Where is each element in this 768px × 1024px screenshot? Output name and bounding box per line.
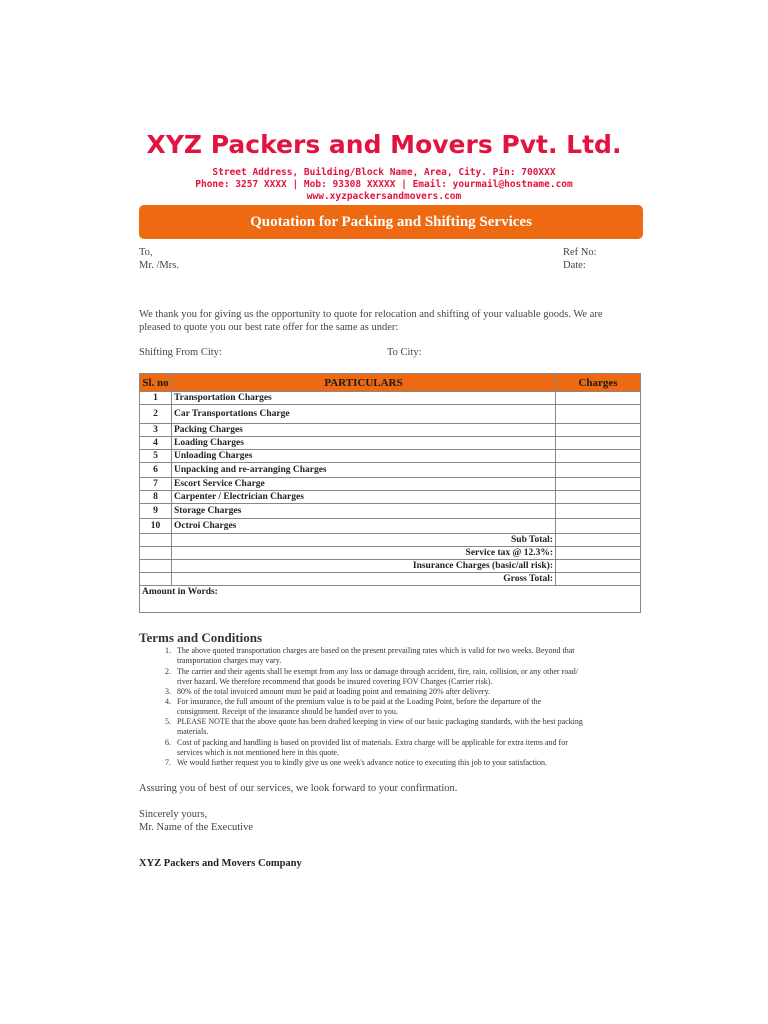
table-row [140,437,641,450]
term-number: 2. [165,667,171,676]
row-number: 2 [140,405,172,424]
table-row [140,491,641,504]
empty-cell [140,534,172,547]
date-label: Date: [563,260,586,271]
col-particulars: PARTICULARS [172,374,556,392]
table-header-row [140,374,641,392]
sub-total-label: Sub Total: [172,534,556,547]
row-item: Storage Charges [172,504,556,519]
table-row [140,463,641,478]
table-row [140,392,641,405]
term-line: transportation charges may vary. [177,656,282,665]
row-item: Car Transportations Charge [172,405,556,424]
quotation-banner: Quotation for Packing and Shifting Services [139,205,643,239]
term-line: 80% of the total invoiced amount must be paid at loading point and remaining 20% after delivery. [177,687,490,696]
term-number: 6. [165,738,171,747]
row-item: Packing Charges [172,424,556,437]
intro-line-1: We thank you for giving us the opportunity to quote for relocation and shifting of your valuable goods. We are [139,309,603,320]
row-item: Unpacking and re-arranging Charges [172,463,556,478]
row-item: Loading Charges [172,437,556,450]
insurance-label: Insurance Charges (basic/all risk): [172,560,556,573]
term-item [165,697,647,717]
sub-total-value [556,534,641,547]
amount-words-row [140,586,641,613]
row-charge [556,463,641,478]
col-charges: Charges [556,374,641,392]
term-number: 7. [165,758,171,767]
terms-title: Terms and Conditions [139,630,263,645]
term-item [165,758,647,768]
term-line: We would further request you to kindly give us one week's advance notice to executing this job to your satisfaction. [177,758,548,767]
row-item: Escort Service Charge [172,478,556,491]
term-item [165,667,647,687]
gross-total-row [140,573,641,586]
quotation-table [139,373,641,613]
term-line: The carrier and their agents shall be exempt from any loss or damage through accident, fire, rain, collision, or any other road/ [177,667,578,676]
signature-company: XYZ Packers and Movers Company [139,858,302,869]
amount-in-words-label: Amount in Words: [140,586,641,613]
row-item: Transportation Charges [172,392,556,405]
company-contact: Phone: 3257 XXXX | Mob: 93308 XXXXX | Email: yourmail@hostname.com [195,179,573,190]
empty-cell [140,573,172,586]
row-number: 5 [140,450,172,463]
row-charge [556,405,641,424]
insurance-value [556,560,641,573]
from-city-label: Shifting From City: [139,347,222,358]
table-row [140,519,641,534]
service-tax-label: Service tax @ 12.3%: [172,547,556,560]
service-tax-value [556,547,641,560]
term-number: 4. [165,697,171,706]
to-city-label: To City: [387,347,422,358]
table-row [140,450,641,463]
row-number: 4 [140,437,172,450]
table-row [140,478,641,491]
to-label: To, [139,247,153,258]
term-line: services which is not mentioned here in this quote. [177,748,339,757]
insurance-row [140,560,641,573]
row-charge [556,392,641,405]
row-charge [556,504,641,519]
term-item [165,738,647,758]
term-line: consignment. Receipt of the insurance should be handed over to you. [177,707,398,716]
term-item [165,687,647,697]
table-row [140,504,641,519]
gross-total-value [556,573,641,586]
row-number: 8 [140,491,172,504]
row-charge [556,478,641,491]
row-number: 7 [140,478,172,491]
sincerely-text: Sincerely yours, [139,809,208,820]
row-charge [556,519,641,534]
term-item [165,717,647,737]
term-line: PLEASE NOTE that the above quote has been drafted keeping in view of our basic packaging standards, with the best packing [177,717,583,726]
row-charge [556,424,641,437]
row-item: Unloading Charges [172,450,556,463]
term-item [165,646,647,666]
term-line: The above quoted transportation charges are based on the present prevailing rates which is valid for two weeks. Beyond that [177,646,575,655]
row-item: Octroi Charges [172,519,556,534]
empty-cell [140,547,172,560]
row-number: 9 [140,504,172,519]
recipient-label: Mr. /Mrs. [139,260,179,271]
empty-cell [140,560,172,573]
term-line: river hazard. We therefore recommend that goods be insured covering FOV Charges (Carrier risk). [177,677,493,686]
term-line: For insurance, the full amount of the premium value is to be paid at the Loading Point, before the departure of the [177,697,542,706]
executive-name: Mr. Name of the Executive [139,822,254,833]
company-website: www.xyzpackersandmovers.com [306,191,462,202]
col-sl-no: Sl. no [140,374,172,392]
intro-line-2: pleased to quote you our best rate offer for the same as under: [139,322,399,333]
row-number: 6 [140,463,172,478]
ref-no-label: Ref No: [563,247,597,258]
table-row [140,424,641,437]
row-item: Carpenter / Electrician Charges [172,491,556,504]
term-line: materials. [177,727,209,736]
row-charge [556,450,641,463]
term-line: Cost of packing and handling is based on provided list of materials. Extra charge will be applicable for extra items and for [177,738,568,747]
term-number: 1. [165,646,171,655]
term-number: 3. [165,687,171,696]
row-charge [556,437,641,450]
service-tax-row [140,547,641,560]
company-address: Street Address, Building/Block Name, Area, City. Pin: 700XXX [212,167,556,178]
table-row [140,405,641,424]
subtotal-row [140,534,641,547]
company-name: XYZ Packers and Movers Pvt. Ltd. [146,130,622,159]
row-number: 3 [140,424,172,437]
assuring-text: Assuring you of best of our services, we look forward to your confirmation. [139,783,458,794]
row-number: 10 [140,519,172,534]
gross-total-label: Gross Total: [172,573,556,586]
row-charge [556,491,641,504]
term-number: 5. [165,717,171,726]
row-number: 1 [140,392,172,405]
